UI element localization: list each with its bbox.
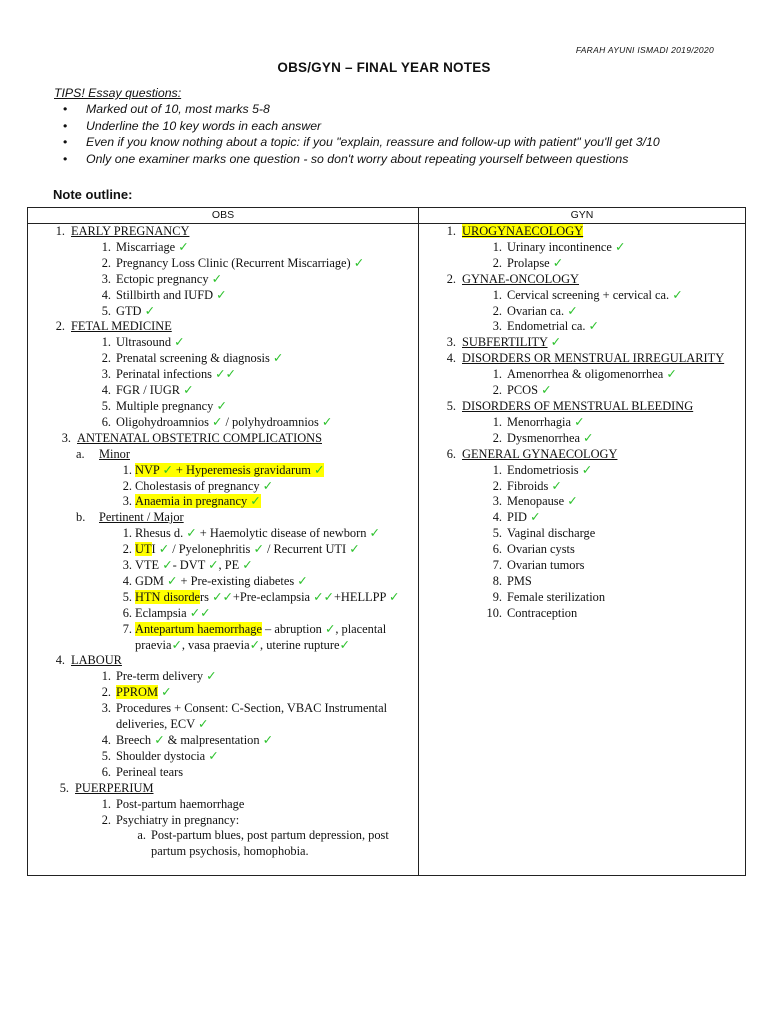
outline-item	[28, 797, 418, 813]
author-label: FARAH AYUNI ISMADI 2019/2020	[575, 45, 714, 55]
item-text: Ovarian ca. ✓	[507, 303, 578, 318]
item-number: 8.	[492, 573, 502, 588]
checkmark-icon: ✓	[212, 414, 223, 429]
item-text: Urinary incontinence ✓	[507, 239, 626, 254]
checkmark-icon: ✓	[211, 271, 223, 286]
item-text: Ultrasound ✓	[116, 335, 185, 350]
checkmark-icon: ✓	[530, 510, 541, 525]
item-number: 5.	[101, 303, 111, 318]
section-heading	[28, 653, 418, 669]
outline-item	[28, 288, 418, 304]
outline-item	[28, 622, 418, 654]
item-text: EARLY PREGNANCY	[71, 224, 190, 238]
item-number: 3.	[101, 367, 111, 382]
outline-item	[28, 765, 418, 781]
checkmark-icon: ✓	[262, 733, 274, 747]
outline-item	[419, 542, 745, 558]
item-number: 4.	[101, 287, 111, 302]
item-number: 10.	[486, 605, 502, 620]
outline-item	[28, 479, 418, 495]
obs-header: OBS	[211, 209, 235, 221]
outline-item	[28, 669, 418, 685]
item-number: 6.	[122, 605, 132, 620]
checkmark-icon: ✓	[215, 367, 226, 382]
item-text: PCOS ✓	[507, 383, 552, 398]
item-number: a.	[76, 446, 85, 461]
section-heading	[28, 319, 418, 335]
item-number: 5.	[492, 526, 502, 541]
item-text: DISORDERS OR MENSTRUAL IRREGULARITY	[462, 351, 725, 366]
checkmark-icon: ✓	[174, 335, 185, 350]
outline-item	[28, 304, 418, 320]
tips-heading: TIPS! Essay questions:	[54, 86, 182, 100]
item-number: 6.	[101, 764, 111, 779]
checkmark-icon: ✓	[161, 685, 172, 700]
item-text: Procedures + Consent: C-Section, VBAC Instrumental deliveries, ECV ✓	[116, 701, 388, 732]
checkmark-icon: ✓	[250, 494, 261, 509]
outline-item	[28, 590, 418, 606]
outline-item	[28, 383, 418, 399]
outline-item	[419, 304, 745, 320]
item-text: Minor	[99, 446, 130, 461]
item-number: 6.	[446, 446, 456, 461]
item-text: SUBFERTILITY ✓	[462, 335, 562, 350]
item-text: NVP ✓ + Hyperemesis gravidarum ✓	[135, 462, 325, 477]
item-text: Pregnancy Loss Clinic (Recurrent Miscarriage) ✓	[116, 255, 365, 270]
item-number: 5.	[101, 398, 111, 413]
outline-item	[28, 701, 418, 733]
checkmark-icon: ✓	[583, 430, 594, 445]
outline-item	[419, 319, 745, 335]
item-text: Endometrial ca. ✓	[507, 319, 599, 334]
section-heading	[28, 224, 418, 240]
item-number: 1.	[492, 239, 502, 254]
item-text: Antepartum haemorrhage – abruption ✓, placental praevia✓, vasa praevia✓, uterine rupture✓	[135, 621, 387, 652]
tip-item: • Marked out of 10, most marks 5-8	[54, 101, 660, 118]
checkmark-icon: ✓	[550, 335, 562, 350]
item-number: 2.	[101, 812, 111, 827]
checkmark-icon: ✓	[588, 319, 599, 334]
outline-item	[419, 240, 745, 256]
item-number: 5.	[446, 398, 456, 413]
outline-item	[419, 383, 745, 399]
checkmark-icon: ✓	[567, 303, 578, 318]
checkmark-icon: ✓	[323, 589, 334, 604]
checkmark-icon: ✓	[154, 733, 165, 747]
item-text: PPROM ✓	[116, 685, 172, 700]
item-number: 4.	[122, 573, 132, 588]
section-heading	[28, 781, 418, 797]
outline-item	[28, 399, 418, 415]
checkmark-icon: ✓	[369, 526, 380, 541]
item-text: ANTENATAL OBSTETRIC COMPLICATIONS	[77, 430, 322, 445]
item-text: GYNAE-ONCOLOGY	[462, 271, 580, 286]
outline-item	[28, 828, 418, 860]
outline-item	[419, 288, 745, 304]
checkmark-icon: ✓	[206, 669, 217, 684]
outline-item	[28, 494, 418, 510]
item-number: 3.	[492, 494, 502, 509]
item-number: 7.	[122, 621, 132, 636]
item-text: Menopause ✓	[507, 494, 578, 509]
section-heading	[419, 399, 745, 415]
item-number: a.	[137, 828, 146, 843]
gyn-column	[419, 224, 745, 622]
section-heading	[419, 335, 745, 351]
outline-item	[419, 590, 745, 606]
checkmark-icon: ✓	[349, 542, 360, 557]
item-text: UTI ✓ / Pyelonephritis ✓ / Recurrent UTI ✓	[135, 542, 360, 557]
outline-item	[419, 463, 745, 479]
item-number: 1.	[492, 462, 502, 477]
checkmark-icon: ✓	[167, 573, 178, 588]
checkmark-icon: ✓	[198, 717, 209, 732]
item-text: FGR / IUGR ✓	[116, 383, 194, 398]
item-number: 4.	[492, 510, 502, 525]
outline-item	[419, 558, 745, 574]
item-text: Ovarian cysts	[507, 542, 575, 557]
item-text: Anaemia in pregnancy ✓	[135, 494, 261, 509]
item-text: Multiple pregnancy ✓	[116, 398, 227, 413]
item-text: FETAL MEDICINE	[71, 319, 172, 334]
item-text: Miscarriage ✓	[116, 239, 189, 254]
outline-item	[28, 733, 418, 749]
item-number: 2.	[492, 430, 502, 445]
checkmark-icon: ✓	[313, 589, 324, 604]
item-text: PUERPERIUM	[75, 780, 154, 795]
page-title: OBS/GYN – FINAL YEAR NOTES	[277, 60, 491, 75]
item-number: 3.	[446, 335, 456, 350]
note-outline-label: Note outline:	[53, 187, 133, 202]
item-number: 1.	[492, 367, 502, 382]
checkmark-icon: ✓	[222, 589, 233, 604]
checkmark-icon: ✓	[249, 637, 261, 652]
checkmark-icon: ✓	[171, 637, 182, 652]
item-number: 2.	[101, 685, 111, 700]
item-text: Prolapse ✓	[507, 255, 564, 270]
checkmark-icon: ✓	[242, 558, 253, 573]
outline-item	[28, 542, 418, 558]
checkmark-icon: ✓	[216, 287, 227, 302]
checkmark-icon: ✓	[666, 367, 677, 382]
checkmark-icon: ✓	[574, 414, 585, 429]
checkmark-icon: ✓	[162, 558, 173, 573]
item-number: 1.	[492, 287, 502, 302]
item-number: 2.	[122, 478, 132, 493]
outline-item	[419, 606, 745, 622]
checkmark-icon: ✓	[144, 303, 155, 318]
item-text: Post-partum haemorrhage	[116, 796, 245, 811]
outline-item	[28, 574, 418, 590]
outline-item	[419, 574, 745, 590]
checkmark-icon: ✓	[189, 605, 201, 620]
section-heading	[419, 351, 745, 367]
item-number: 6.	[492, 542, 502, 557]
item-text: Breech ✓ & malpresentation ✓	[116, 733, 274, 747]
item-number: 1.	[101, 796, 111, 811]
outline-item	[28, 749, 418, 765]
outline-item	[419, 494, 745, 510]
outline-item	[28, 335, 418, 351]
item-number: 2.	[492, 255, 502, 270]
item-number: 1.	[101, 335, 111, 350]
item-text: Pertinent / Major	[99, 510, 184, 525]
item-number: 6.	[101, 414, 111, 429]
checkmark-icon: ✓	[551, 478, 562, 493]
outline-item	[419, 510, 745, 526]
outline-item	[419, 256, 745, 272]
checkmark-icon: ✓	[324, 621, 336, 636]
outline-item	[28, 558, 418, 574]
item-text: Ovarian tumors	[507, 558, 585, 573]
item-text: Vaginal discharge	[507, 526, 596, 541]
item-number: 4.	[446, 351, 456, 366]
item-number: 2.	[446, 271, 456, 286]
checkmark-icon: ✓	[541, 383, 552, 398]
item-text: Menorrhagia ✓	[507, 414, 585, 429]
outline-item	[419, 415, 745, 431]
checkmark-icon: ✓	[162, 462, 173, 477]
item-number: 4.	[101, 733, 111, 747]
checkmark-icon: ✓	[615, 239, 626, 254]
item-number: 5.	[122, 589, 132, 604]
item-text: Perineal tears	[116, 764, 184, 779]
item-number: 2.	[122, 542, 132, 557]
item-number: 2.	[55, 319, 65, 334]
item-text: Female sterilization	[507, 589, 606, 604]
checkmark-icon: ✓	[314, 462, 325, 477]
obs-column	[28, 224, 418, 860]
item-text: Perinatal infections ✓✓	[116, 367, 236, 382]
item-number: b.	[76, 510, 86, 525]
gyn-header: GYN	[570, 209, 594, 221]
checkmark-icon: ✓	[200, 605, 211, 620]
item-number: 1.	[55, 224, 65, 238]
checkmark-icon: ✓	[212, 589, 223, 604]
item-number: 4.	[55, 653, 65, 668]
checkmark-icon: ✓	[272, 351, 284, 366]
section-heading	[419, 272, 745, 288]
item-number: 3.	[122, 494, 132, 509]
outline-item	[28, 367, 418, 383]
checkmark-icon: ✓	[158, 542, 170, 557]
item-number: 9.	[492, 589, 502, 604]
item-text: GENERAL GYNAECOLOGY	[462, 446, 618, 461]
item-text: PMS	[507, 573, 532, 588]
item-number: 3.	[101, 271, 111, 286]
checkmark-icon: ✓	[389, 589, 400, 604]
checkmark-icon: ✓	[186, 526, 197, 541]
section-heading	[419, 224, 745, 240]
item-number: 3.	[122, 558, 132, 573]
item-number: 2.	[492, 478, 502, 493]
item-number: 1.	[492, 414, 502, 429]
checkmark-icon: ✓	[552, 255, 564, 270]
checkmark-icon: ✓	[178, 239, 189, 254]
checkmark-icon: ✓	[225, 367, 236, 382]
item-number: 3.	[101, 701, 111, 716]
outline-item	[28, 606, 418, 622]
item-number: 1.	[101, 239, 111, 254]
tip-item: • Even if you know nothing about a topic: if you "explain, reassure and follow-up with patient" you'll get 3/10	[54, 134, 660, 151]
item-number: 1.	[122, 526, 132, 541]
item-number: 2.	[492, 383, 502, 398]
item-text: Ectopic pregnancy ✓	[116, 271, 223, 286]
outline-item	[419, 479, 745, 495]
outline-item	[28, 240, 418, 256]
item-text: VTE ✓- DVT ✓, PE ✓	[135, 558, 253, 573]
outline-item	[28, 463, 418, 479]
checkmark-icon: ✓	[253, 542, 264, 557]
tip-item: • Only one examiner marks one question - so don't worry about repeating yourself between questions	[54, 151, 660, 168]
outline-item	[28, 272, 418, 288]
item-text: Psychiatry in pregnancy:	[116, 812, 240, 827]
item-text: Pre-term delivery ✓	[116, 669, 217, 684]
section-heading	[28, 431, 418, 447]
item-number: 5.	[101, 748, 111, 763]
checkmark-icon: ✓	[672, 287, 683, 302]
item-text: Dysmenorrhea ✓	[507, 430, 594, 445]
item-number: 3.	[492, 319, 502, 334]
item-number: 2.	[492, 303, 502, 318]
item-text: GDM ✓ + Pre-existing diabetes ✓	[135, 573, 308, 588]
outline-item	[419, 431, 745, 447]
item-text: Prenatal screening & diagnosis ✓	[116, 351, 284, 366]
outline-item	[28, 685, 418, 701]
checkmark-icon: ✓	[262, 478, 274, 493]
item-text: Cervical screening + cervical ca. ✓	[507, 287, 683, 302]
outline-item	[28, 813, 418, 829]
outline-item	[419, 367, 745, 383]
item-text: Post-partum blues, post partum depression, post partum psychosis, homophobia.	[151, 828, 389, 859]
item-text: GTD ✓	[116, 303, 155, 318]
item-text: LABOUR	[71, 653, 122, 668]
item-number: 1.	[101, 669, 111, 684]
checkmark-icon: ✓	[208, 748, 219, 763]
outline-item	[28, 526, 418, 542]
item-number: 1.	[122, 462, 132, 477]
item-number: 5.	[59, 780, 69, 795]
outline-item	[28, 447, 418, 463]
checkmark-icon: ✓	[183, 383, 194, 398]
outline-item	[28, 510, 418, 526]
outline-item	[28, 256, 418, 272]
outline-item	[28, 351, 418, 367]
tips-list	[54, 101, 660, 167]
item-text: Fibroids ✓	[507, 478, 562, 493]
outline-item	[28, 415, 418, 431]
checkmark-icon: ✓	[567, 494, 578, 509]
checkmark-icon: ✓	[216, 398, 227, 413]
tip-item: • Underline the 10 key words in each answer	[54, 118, 660, 135]
item-number: 2.	[101, 351, 111, 366]
checkmark-icon: ✓	[353, 255, 365, 270]
tips-section	[54, 85, 660, 167]
item-text: Endometriosis ✓	[507, 462, 593, 477]
item-text: UROGYNAECOLOGY	[462, 224, 584, 238]
item-number: 4.	[101, 383, 111, 398]
item-number: 7.	[492, 558, 502, 573]
item-text: DISORDERS OF MENSTRUAL BLEEDING	[462, 398, 694, 413]
item-text: PID ✓	[507, 510, 541, 525]
item-text: HTN disorders ✓✓+Pre-eclampsia ✓✓+HELLPP ✓	[135, 589, 400, 604]
outline-item	[419, 526, 745, 542]
item-text: Contraception	[507, 605, 578, 620]
item-text: Rhesus d. ✓ + Haemolytic disease of newborn ✓	[135, 526, 380, 541]
item-number: 2.	[101, 255, 111, 270]
item-number: 1.	[446, 224, 456, 238]
item-text: Eclampsia ✓✓	[135, 605, 211, 620]
item-text: Oligohydroamnios ✓ / polyhydroamnios ✓	[116, 414, 333, 429]
checkmark-icon: ✓	[321, 414, 333, 429]
note-outline-table	[27, 207, 746, 876]
item-text: Cholestasis of pregnancy ✓	[135, 478, 274, 493]
checkmark-icon: ✓	[339, 637, 350, 652]
checkmark-icon: ✓	[208, 558, 219, 573]
item-text: Amenorrhea & oligomenorrhea ✓	[507, 367, 677, 382]
item-text: Shoulder dystocia ✓	[116, 748, 219, 763]
checkmark-icon: ✓	[297, 573, 308, 588]
item-number: 3.	[61, 430, 71, 445]
checkmark-icon: ✓	[581, 462, 593, 477]
item-text: Stillbirth and IUFD ✓	[116, 287, 227, 302]
section-heading	[419, 447, 745, 463]
